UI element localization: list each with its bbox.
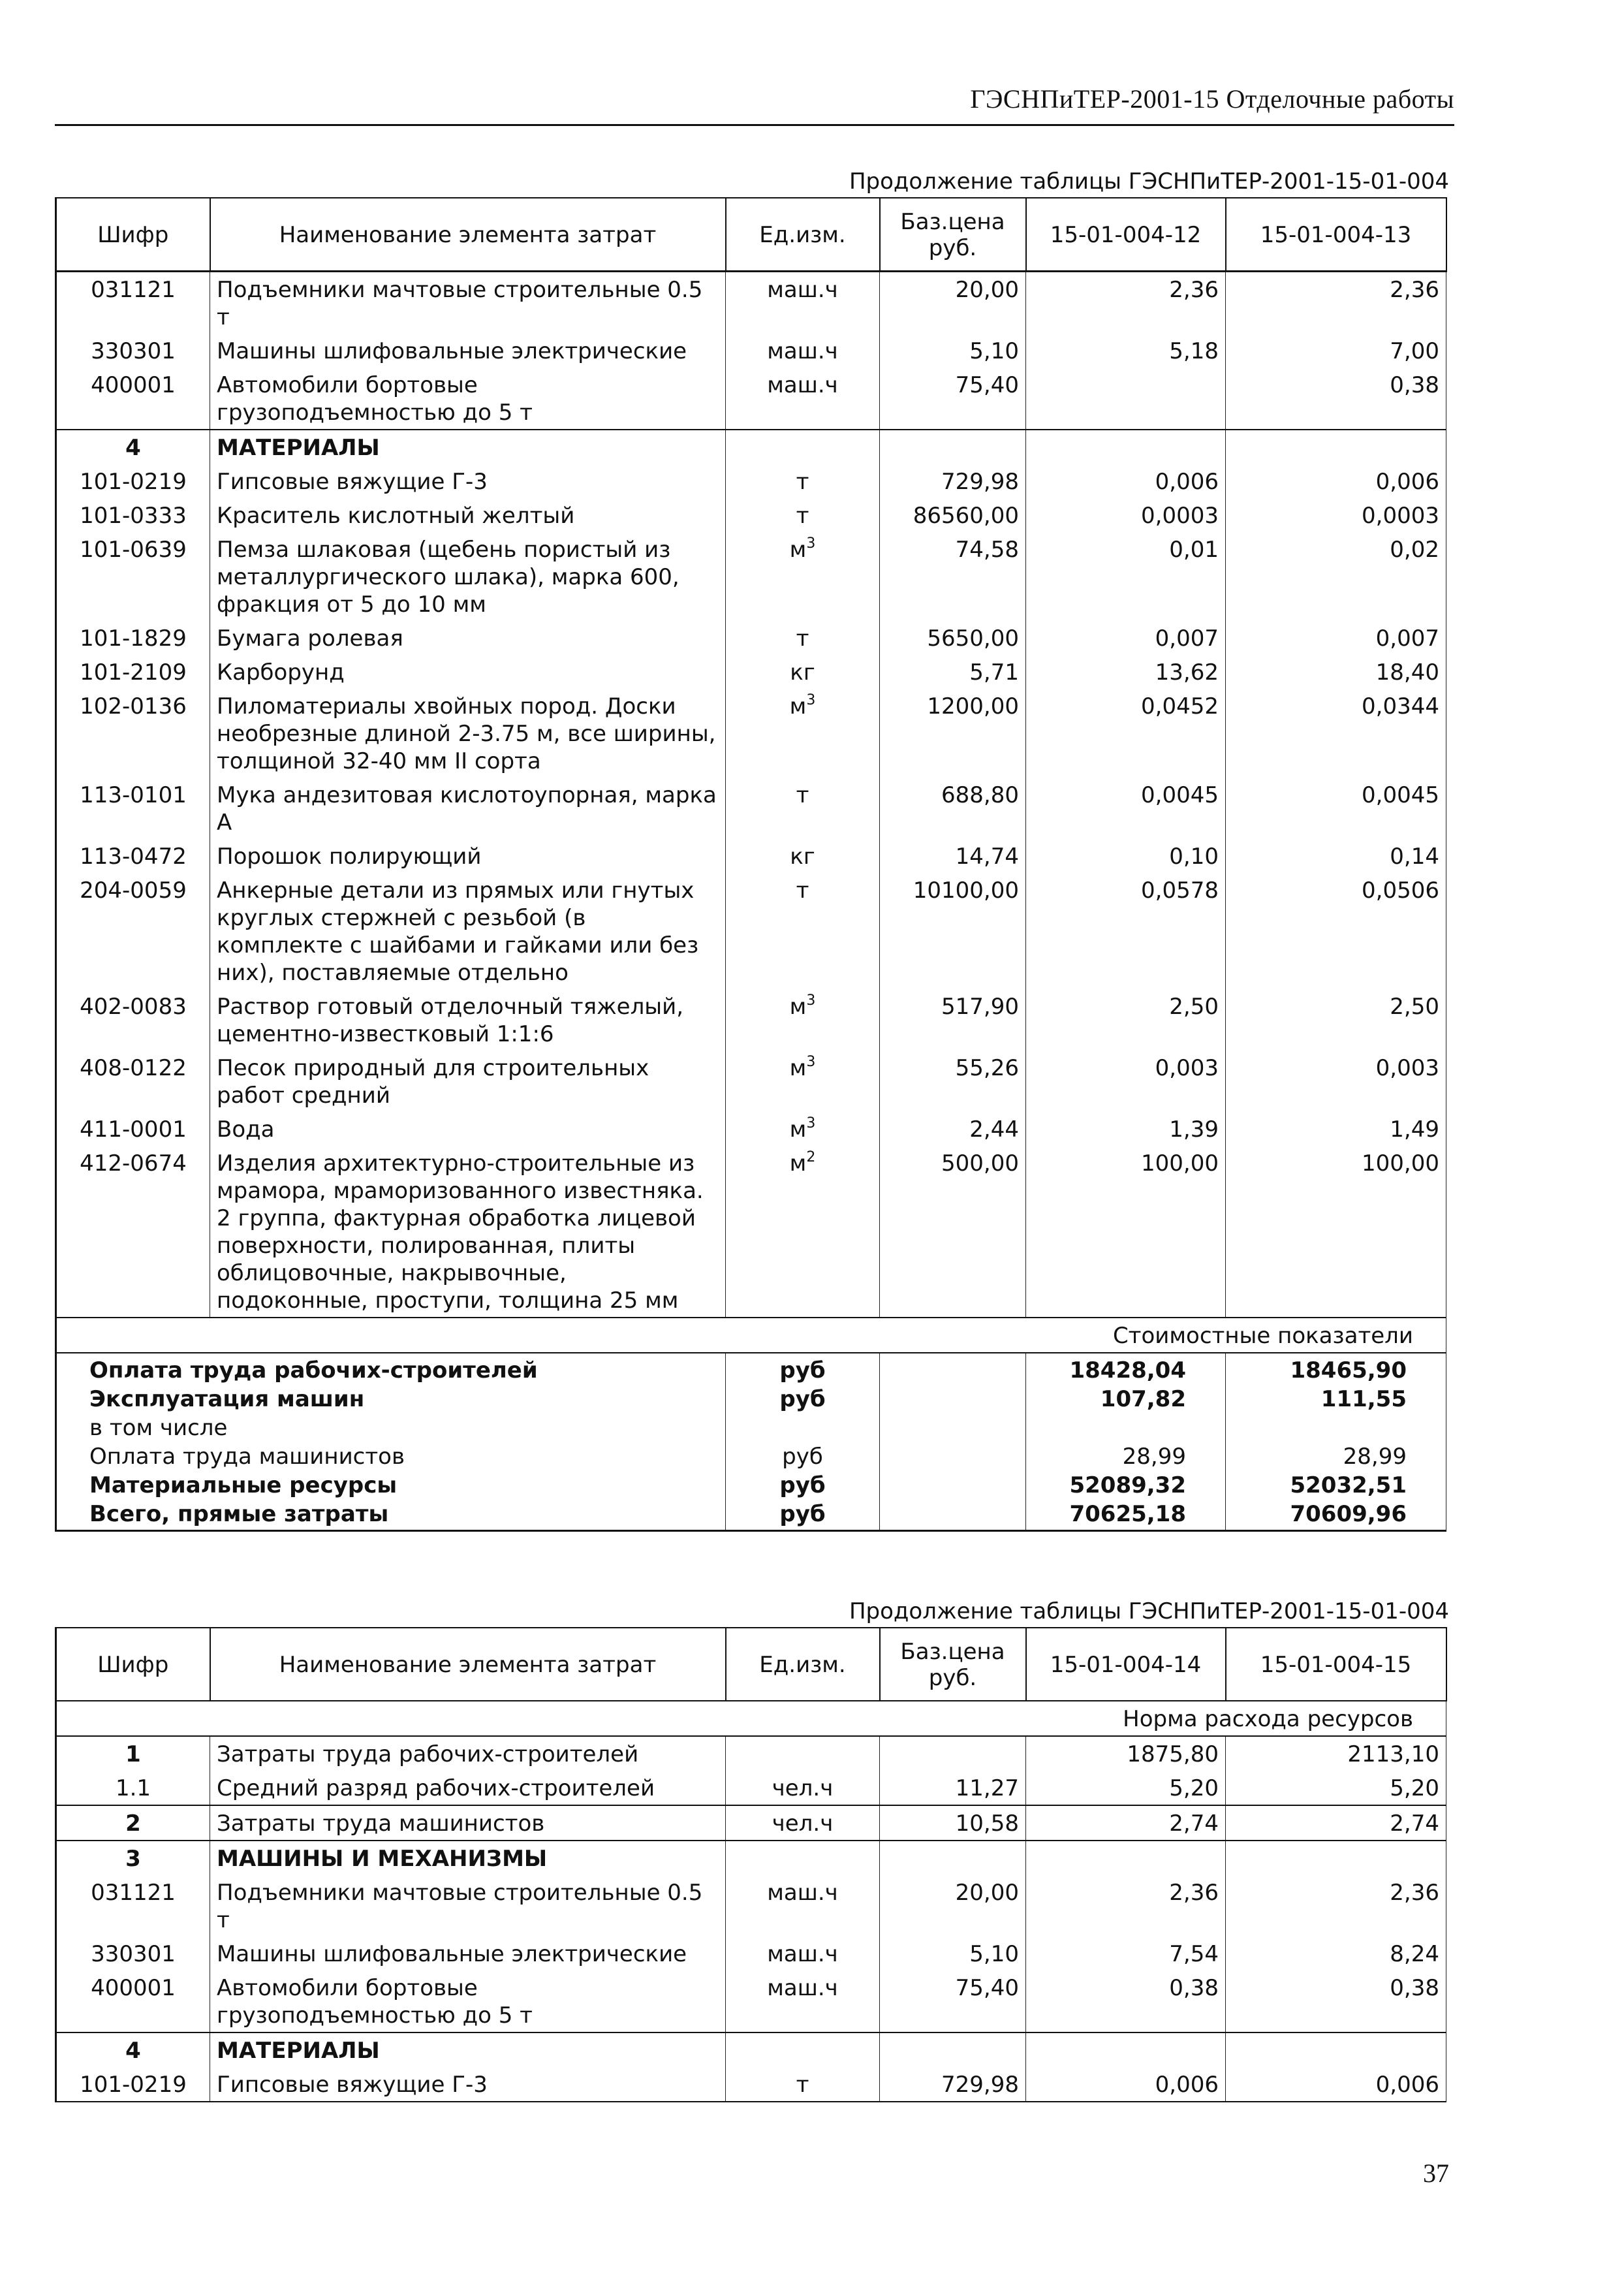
cell-price: 75,40 — [880, 368, 1026, 430]
cell-unit — [726, 839, 880, 873]
cell-norm-a: 0,0003 — [1026, 498, 1226, 532]
cell-price: 86560,00 — [880, 498, 1026, 532]
table-row — [56, 689, 1446, 778]
cell-code: 101-0639 — [56, 532, 210, 621]
summary-price — [880, 1471, 1026, 1500]
unit-text: м — [789, 1150, 807, 1177]
cell-name: Гипсовые вяжущие Г-3 — [210, 2067, 726, 2102]
table-row — [56, 464, 1446, 498]
unit-superscript: 3 — [806, 1054, 816, 1070]
table-row — [56, 1051, 1446, 1112]
cell-norm-a — [1026, 2032, 1226, 2067]
unit-text: м — [789, 1055, 807, 1081]
unit-text: т — [796, 2072, 809, 2098]
cell-price: 729,98 — [880, 464, 1026, 498]
cell-price: 20,00 — [880, 272, 1026, 334]
cell-code: 031121 — [56, 272, 210, 334]
summary-value-a: 52089,32 — [1026, 1471, 1226, 1500]
cell-norm-a: 5,18 — [1026, 334, 1226, 368]
section-row — [56, 1841, 1446, 1875]
unit-text: м — [789, 537, 807, 563]
cell-name: Автомобили бортовые грузоподъемностью до 5 т — [210, 368, 726, 430]
cell-name: Краситель кислотный желтый — [210, 498, 726, 532]
cell-norm-a: 0,0578 — [1026, 873, 1226, 989]
cell-norm-b — [1226, 1841, 1446, 1875]
col-header-price: Баз.цена руб. — [880, 198, 1026, 272]
summary-price — [880, 1500, 1026, 1531]
cell-code: 101-0219 — [56, 2067, 210, 2102]
cell-norm-b: 2,74 — [1226, 1805, 1446, 1841]
cell-name: Подъемники мачтовые строительные 0.5 т — [210, 1875, 726, 1937]
table-row — [56, 1937, 1446, 1970]
table2-body — [56, 1701, 1446, 2102]
table-row — [56, 368, 1446, 430]
table-row — [56, 1805, 1446, 1841]
cell-price — [880, 430, 1026, 464]
col-header-norm-a: 15-01-004-14 — [1026, 1628, 1226, 1701]
cell-norm-b: 0,006 — [1226, 2067, 1446, 2102]
cell-unit — [726, 430, 880, 464]
cell-price: 20,00 — [880, 1875, 1026, 1937]
cell-norm-b: 2,36 — [1226, 272, 1446, 334]
cell-norm-b: 1,49 — [1226, 1112, 1446, 1146]
cell-norm-b: 5,20 — [1226, 1771, 1446, 1805]
cell-price: 5,10 — [880, 334, 1026, 368]
document-header-title: ГЭСНПиТЕР-2001-15 Отделочные работы — [970, 84, 1454, 114]
cell-code: 330301 — [56, 1937, 210, 1970]
unit-text: маш.ч — [767, 372, 838, 398]
cell-norm-b: 0,14 — [1226, 839, 1446, 873]
cell-name: Карборунд — [210, 655, 726, 689]
col-header-name: Наименование элемента затрат — [210, 198, 726, 272]
unit-text: м — [789, 1116, 807, 1143]
cell-price: 55,26 — [880, 1051, 1026, 1112]
cell-norm-a: 13,62 — [1026, 655, 1226, 689]
cell-price: 10100,00 — [880, 873, 1026, 989]
table-row — [56, 655, 1446, 689]
unit-text: кг — [790, 844, 815, 870]
summary-value-a: 18428,04 — [1026, 1353, 1226, 1385]
cell-code: 412-0674 — [56, 1146, 210, 1318]
cell-unit — [726, 272, 880, 334]
cell-code: 411-0001 — [56, 1112, 210, 1146]
cell-norm-b: 0,38 — [1226, 368, 1446, 430]
table1-body — [56, 272, 1446, 1531]
cell-name: Затраты труда рабочих-строителей — [210, 1736, 726, 1771]
summary-value-b: 18465,90 — [1226, 1353, 1446, 1385]
summary-row — [56, 1442, 1446, 1471]
cell-norm-a: 100,00 — [1026, 1146, 1226, 1318]
cell-norm-a: 2,36 — [1026, 1875, 1226, 1937]
cell-price: 729,98 — [880, 2067, 1026, 2102]
table-row — [56, 778, 1446, 839]
cell-name: МАТЕРИАЛЫ — [210, 2032, 726, 2067]
cell-price: 74,58 — [880, 532, 1026, 621]
cell-code: 3 — [56, 1841, 210, 1875]
cell-price: 75,40 — [880, 1970, 1026, 2032]
summary-label: Материальные ресурсы — [56, 1471, 726, 1500]
cell-name: Песок природный для строительных работ средний — [210, 1051, 726, 1112]
cell-norm-b: 2,36 — [1226, 1875, 1446, 1937]
cell-norm-a: 2,36 — [1026, 272, 1226, 334]
summary-value-a: 107,82 — [1026, 1385, 1226, 1414]
table-row — [56, 272, 1446, 334]
cell-price: 10,58 — [880, 1805, 1026, 1841]
summary-label: Оплата труда машинистов — [56, 1442, 726, 1471]
cell-unit — [726, 334, 880, 368]
cell-code: 1 — [56, 1736, 210, 1771]
cell-price: 688,80 — [880, 778, 1026, 839]
cell-norm-a: 7,54 — [1026, 1937, 1226, 1970]
cell-norm-b: 2113,10 — [1226, 1736, 1446, 1771]
unit-text: маш.ч — [767, 1975, 838, 2001]
col-header-code: Шифр — [56, 198, 210, 272]
summary-unit — [726, 1414, 880, 1442]
cell-code: 408-0122 — [56, 1051, 210, 1112]
col-header-price: Баз.цена руб. — [880, 1628, 1026, 1701]
col-header-code: Шифр — [56, 1628, 210, 1701]
col-header-norm-b: 15-01-004-13 — [1226, 198, 1446, 272]
cell-unit — [726, 1970, 880, 2032]
summary-value-b: 28,99 — [1226, 1442, 1446, 1471]
cell-norm-a — [1026, 430, 1226, 464]
cell-norm-b: 2,50 — [1226, 989, 1446, 1051]
cell-price — [880, 1841, 1026, 1875]
unit-superscript: 3 — [806, 535, 816, 552]
cell-norm-b: 0,0506 — [1226, 873, 1446, 989]
cell-code: 400001 — [56, 368, 210, 430]
cell-unit — [726, 655, 880, 689]
cell-code: 400001 — [56, 1970, 210, 2032]
cell-norm-a: 5,20 — [1026, 1771, 1226, 1805]
cell-name: Вода — [210, 1112, 726, 1146]
summary-value-b: 70609,96 — [1226, 1500, 1446, 1531]
table-row — [56, 1146, 1446, 1318]
cell-norm-b: 7,00 — [1226, 334, 1446, 368]
unit-text: маш.ч — [767, 1880, 838, 1906]
col-header-norm-a: 15-01-004-12 — [1026, 198, 1226, 272]
resource-table-1 — [55, 197, 1447, 1532]
cell-price: 5,10 — [880, 1937, 1026, 1970]
summary-unit: руб — [726, 1471, 880, 1500]
summary-label: Всего, прямые затраты — [56, 1500, 726, 1531]
header-rule — [55, 124, 1454, 126]
unit-superscript: 2 — [806, 1149, 816, 1165]
cell-norm-a: 1,39 — [1026, 1112, 1226, 1146]
table-row — [56, 2067, 1446, 2102]
cell-norm-a: 0,006 — [1026, 2067, 1226, 2102]
cell-price: 5,71 — [880, 655, 1026, 689]
cell-norm-b: 0,003 — [1226, 1051, 1446, 1112]
cell-code: 4 — [56, 430, 210, 464]
summary-row — [56, 1500, 1446, 1531]
cell-code: 204-0059 — [56, 873, 210, 989]
cell-unit — [726, 621, 880, 655]
unit-text: кг — [790, 659, 815, 686]
unit-superscript: 3 — [806, 1115, 816, 1131]
table-row — [56, 532, 1446, 621]
unit-text: м — [789, 693, 807, 720]
cell-unit — [726, 1736, 880, 1771]
cell-price — [880, 2032, 1026, 2067]
cell-norm-b: 8,24 — [1226, 1937, 1446, 1970]
cell-price: 517,90 — [880, 989, 1026, 1051]
cell-unit — [726, 1875, 880, 1937]
cell-code: 4 — [56, 2032, 210, 2067]
cell-norm-b: 0,0003 — [1226, 498, 1446, 532]
cell-norm-b: 0,007 — [1226, 621, 1446, 655]
cell-norm-a — [1026, 368, 1226, 430]
cell-unit — [726, 532, 880, 621]
cell-norm-a: 2,74 — [1026, 1805, 1226, 1841]
cell-unit — [726, 2032, 880, 2067]
col-header-unit: Ед.изм. — [726, 1628, 880, 1701]
summary-unit: руб — [726, 1500, 880, 1531]
cell-code: 2 — [56, 1805, 210, 1841]
resource-table-2 — [55, 1627, 1447, 2102]
table-row — [56, 1112, 1446, 1146]
cell-unit — [726, 689, 880, 778]
cell-norm-a: 0,10 — [1026, 839, 1226, 873]
cell-code: 101-1829 — [56, 621, 210, 655]
unit-text: т — [796, 878, 809, 904]
summary-price — [880, 1353, 1026, 1385]
page-number: 37 — [1423, 2159, 1449, 2188]
cell-norm-b: 0,38 — [1226, 1970, 1446, 2032]
cell-price — [880, 1736, 1026, 1771]
unit-superscript: 3 — [806, 692, 816, 708]
cell-norm-b: 0,0045 — [1226, 778, 1446, 839]
table-row — [56, 1771, 1446, 1805]
cell-name: МАШИНЫ И МЕХАНИЗМЫ — [210, 1841, 726, 1875]
summary-value-a: 28,99 — [1026, 1442, 1226, 1471]
cell-code: 101-0333 — [56, 498, 210, 532]
table-row — [56, 1970, 1446, 2032]
summary-value-a — [1026, 1414, 1226, 1442]
table1-continuation-label: Продолжение таблицы ГЭСНПиТЕР-2001-15-01-004 — [849, 168, 1449, 195]
cell-name: Изделия архитектурно-строительные из мрамора, мраморизованного известняка. 2 группа, фактурная обработка лицевой поверхности, полированная, плиты облицовочные, накрывочные, подоконные, проступи, толщина 25 мм — [210, 1146, 726, 1318]
cell-name: Машины шлифовальные электрические — [210, 334, 726, 368]
table2-continuation-label: Продолжение таблицы ГЭСНПиТЕР-2001-15-01-004 — [849, 1598, 1449, 1624]
cell-norm-a: 0,01 — [1026, 532, 1226, 621]
cell-unit — [726, 1112, 880, 1146]
cell-name: Пемза шлаковая (щебень пористый из металлургического шлака), марка 600, фракция от 5 до 10 мм — [210, 532, 726, 621]
summary-unit: руб — [726, 1385, 880, 1414]
section-row — [56, 2032, 1446, 2067]
cell-name: Бумага ролевая — [210, 621, 726, 655]
table-row — [56, 621, 1446, 655]
cell-norm-a: 1875,80 — [1026, 1736, 1226, 1771]
cell-norm-b — [1226, 2032, 1446, 2067]
cell-code: 101-2109 — [56, 655, 210, 689]
summary-label: в том числе — [56, 1414, 726, 1442]
cell-code: 101-0219 — [56, 464, 210, 498]
norm-caption-row — [56, 1701, 1446, 1736]
unit-superscript: 3 — [806, 992, 816, 1009]
cell-norm-b: 0,02 — [1226, 532, 1446, 621]
cell-norm-a: 0,003 — [1026, 1051, 1226, 1112]
summary-row — [56, 1414, 1446, 1442]
cell-norm-b: 0,0344 — [1226, 689, 1446, 778]
cell-unit — [726, 778, 880, 839]
cell-norm-a: 0,007 — [1026, 621, 1226, 655]
table-row — [56, 498, 1446, 532]
cell-unit — [726, 1146, 880, 1318]
cell-name: МАТЕРИАЛЫ — [210, 430, 726, 464]
summary-price — [880, 1442, 1026, 1471]
cell-norm-a: 2,50 — [1026, 989, 1226, 1051]
unit-text: т — [796, 503, 809, 529]
unit-text: т — [796, 782, 809, 808]
summary-row — [56, 1471, 1446, 1500]
cell-norm-b: 0,006 — [1226, 464, 1446, 498]
summary-label: Эксплуатация машин — [56, 1385, 726, 1414]
unit-text: чел.ч — [772, 1811, 834, 1837]
section-row — [56, 430, 1446, 464]
cost-caption-row — [56, 1318, 1446, 1353]
cell-unit — [726, 873, 880, 989]
cell-code: 1.1 — [56, 1771, 210, 1805]
cell-name: Подъемники мачтовые строительные 0.5 т — [210, 272, 726, 334]
cell-name: Анкерные детали из прямых или гнутых круглых стержней с резьбой (в комплекте с шайбами и гайками или без них), поставляемые отдельно — [210, 873, 726, 989]
cell-code: 330301 — [56, 334, 210, 368]
summary-price — [880, 1385, 1026, 1414]
table-row — [56, 1736, 1446, 1771]
table1-header-row — [56, 198, 1446, 272]
col-header-name: Наименование элемента затрат — [210, 1628, 726, 1701]
summary-row — [56, 1385, 1446, 1414]
summary-row — [56, 1353, 1446, 1385]
cell-name: Затраты труда машинистов — [210, 1805, 726, 1841]
cell-name: Машины шлифовальные электрические — [210, 1937, 726, 1970]
cell-code: 102-0136 — [56, 689, 210, 778]
table-row — [56, 839, 1446, 873]
cell-name: Порошок полирующий — [210, 839, 726, 873]
unit-text: чел.ч — [772, 1775, 834, 1801]
cell-name: Гипсовые вяжущие Г-3 — [210, 464, 726, 498]
cell-code: 113-0101 — [56, 778, 210, 839]
cell-norm-b: 100,00 — [1226, 1146, 1446, 1318]
cost-caption: Стоимостные показатели — [56, 1318, 1446, 1353]
cell-norm-a: 0,38 — [1026, 1970, 1226, 2032]
cell-price: 14,74 — [880, 839, 1026, 873]
cell-unit — [726, 1841, 880, 1875]
summary-unit: руб — [726, 1353, 880, 1385]
cell-unit — [726, 464, 880, 498]
cell-code: 113-0472 — [56, 839, 210, 873]
cell-unit — [726, 1051, 880, 1112]
cell-price: 5650,00 — [880, 621, 1026, 655]
unit-text: т — [796, 469, 809, 495]
norm-caption: Норма расхода ресурсов — [56, 1701, 1446, 1736]
unit-text: маш.ч — [767, 338, 838, 364]
cell-code: 402-0083 — [56, 989, 210, 1051]
summary-value-b: 52032,51 — [1226, 1471, 1446, 1500]
unit-text: т — [796, 625, 809, 652]
table2-header-row — [56, 1628, 1446, 1701]
cell-name: Средний разряд рабочих-строителей — [210, 1771, 726, 1805]
table-row — [56, 334, 1446, 368]
cell-price: 1200,00 — [880, 689, 1026, 778]
cell-unit — [726, 2067, 880, 2102]
summary-value-b — [1226, 1414, 1446, 1442]
col-header-unit: Ед.изм. — [726, 198, 880, 272]
cell-price: 2,44 — [880, 1112, 1026, 1146]
cell-name: Пиломатериалы хвойных пород. Доски необрезные длиной 2-3.75 м, все ширины, толщиной 32-40 мм II сорта — [210, 689, 726, 778]
table-row — [56, 873, 1446, 989]
cell-norm-a: 0,0045 — [1026, 778, 1226, 839]
summary-unit: руб — [726, 1442, 880, 1471]
cell-price: 500,00 — [880, 1146, 1026, 1318]
cell-unit — [726, 1771, 880, 1805]
cell-name: Автомобили бортовые грузоподъемностью до 5 т — [210, 1970, 726, 2032]
cell-norm-b — [1226, 430, 1446, 464]
summary-price — [880, 1414, 1026, 1442]
cell-unit — [726, 1937, 880, 1970]
cell-norm-a: 0,006 — [1026, 464, 1226, 498]
cell-name: Раствор готовый отделочный тяжелый, цементно-известковый 1:1:6 — [210, 989, 726, 1051]
table-row — [56, 989, 1446, 1051]
cell-code: 031121 — [56, 1875, 210, 1937]
cell-norm-a: 0,0452 — [1026, 689, 1226, 778]
col-header-norm-b: 15-01-004-15 — [1226, 1628, 1446, 1701]
cell-unit — [726, 1805, 880, 1841]
unit-text: маш.ч — [767, 277, 838, 303]
unit-text: м — [789, 994, 807, 1020]
cell-norm-a — [1026, 1841, 1226, 1875]
cell-price: 11,27 — [880, 1771, 1026, 1805]
summary-value-b: 111,55 — [1226, 1385, 1446, 1414]
cell-norm-b: 18,40 — [1226, 655, 1446, 689]
table-row — [56, 1875, 1446, 1937]
cell-unit — [726, 368, 880, 430]
summary-value-a: 70625,18 — [1026, 1500, 1226, 1531]
cell-unit — [726, 989, 880, 1051]
cell-name: Мука андезитовая кислотоупорная, марка А — [210, 778, 726, 839]
summary-label: Оплата труда рабочих-строителей — [56, 1353, 726, 1385]
unit-text: маш.ч — [767, 1941, 838, 1967]
cell-unit — [726, 498, 880, 532]
